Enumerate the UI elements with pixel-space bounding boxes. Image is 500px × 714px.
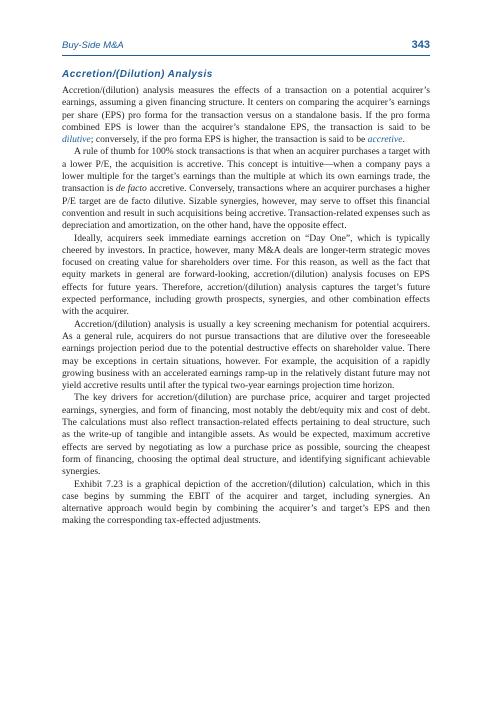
paragraph-text: A rule of thumb for 100% stock transactions is that when an acquirer purchases a target with a lower P/E, the acquisition is accretive. This concept is intuitive—when a company pays a lower multiple for the target’s earnings than the multiple at which its own earnings trade, the transaction is (62, 146, 430, 195)
paragraph-text: . (402, 134, 405, 146)
term-de-facto: de facto (115, 183, 147, 195)
paragraph-text: accretive. Conversely, transactions where an acquirer purchases a higher P/E target are de facto dilutive. Sizable synergies, however, may serve to offset this financial convention and result in such acquisitions being accretive. Transaction-related expenses such as depreciation and amortization, on the other hand, have the opposite effect. (62, 183, 431, 232)
term-accretive: accretive (367, 134, 403, 146)
paragraph: Accretion/(dilution) analysis is usually a key screening mechanism for potential acquirers. As a general rule, acquirers do not pursue transactions that are dilutive over the foreseeable earnings projection period due to the potential destructive effects on shareholder value. There may be exceptions in certain situations, however. For example, the acquisition of a rapidly growing business with an accelerated earnings ramp-up in the relatively distant future may not yield accretive results until after the typical two-year earnings projection time horizon. (62, 318, 430, 392)
section-heading: Accretion/(Dilution) Analysis (62, 69, 213, 80)
running-header (62, 40, 430, 55)
paragraph: Ideally, acquirers seek immediate earnings accretion on “Day One”, which is typically cheered by investors. In practice, however, many M&A deals are longer-term strategic moves focused on creating value for shareholders over time. For this reason, as well as the fact that equity markets in general are forward-looking, accretion/(dilution) analysis focuses on EPS effects for future years. Therefore, accretion/(dilution) analysis captures the target’s future expected performance, including growth prospects, synergies, and other combination effects with the acquirer. (62, 232, 430, 318)
header-rule (62, 55, 430, 56)
paragraph-text: ; conversely, if the pro forma EPS is higher, the transaction is said to be (90, 134, 368, 146)
paragraph (62, 85, 430, 146)
paragraph: Exhibit 7.23 is a graphical depiction of the accretion/(dilution) calculation, which in this case begins by summing the EBIT of the acquirer and target, including synergies. An alternative approach would begin by combining the acquirer’s and target’s EPS and then making the corresponding tax-effected adjustments. (62, 478, 430, 527)
paragraph (62, 146, 430, 232)
page-number: 343 (411, 39, 430, 51)
term-dilutive: dilutive (62, 134, 91, 146)
body-text (62, 85, 430, 528)
running-title: Buy-Side M&A (62, 40, 124, 51)
paragraph: The key drivers for accretion/(dilution) are purchase price, acquirer and target projected earnings, synergies, and form of financing, most notably the debt/equity mix and cost of debt. The calculations must also reflect transaction-related effects pertaining to deal structure, such as the write-up of tangible and intangible assets. As would be expected, maximum accretive effects are served by negotiating as low a purchase price as possible, sourcing the cheapest form of financing, choosing the optimal deal structure, and identifying significant achievable synergies. (62, 392, 430, 478)
paragraph-text: Accretion/(dilution) analysis measures the effects of a transaction on a potential acquirer’s earnings, assuming a given financing structure. It centers on comparing the acquirer’s earnings per share (EPS) pro forma for the transaction versus on a standalone basis. If the pro forma combined EPS is lower than the acquirer’s standalone EPS, the transaction is said to be (62, 85, 430, 133)
